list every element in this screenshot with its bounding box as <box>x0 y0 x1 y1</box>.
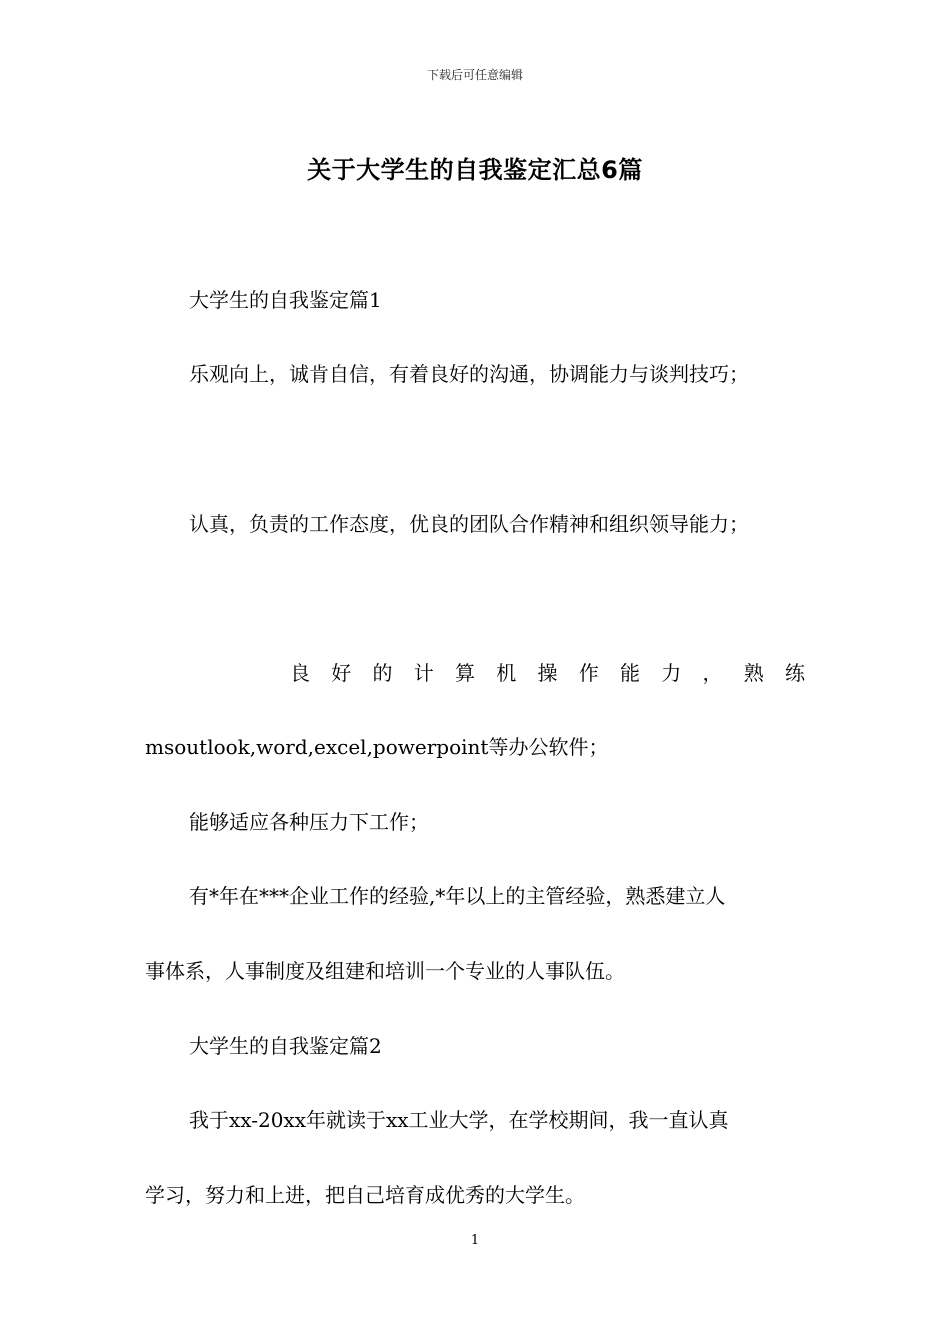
justified-char: 作 <box>578 661 599 685</box>
justified-char: 熟 <box>743 661 764 685</box>
paragraph-line: 事体系，人事制度及组建和培训一个专业的人事队伍。 <box>145 959 625 983</box>
paragraph-line: msoutlook,word,excel,powerpoint等办公软件； <box>145 735 609 759</box>
justified-char: 良 <box>290 661 310 685</box>
section-heading-1: 大学生的自我鉴定篇1 <box>189 288 382 312</box>
paragraph-line: 认真，负责的工作态度，优良的团队合作精神和组织领导能力； <box>189 512 749 536</box>
document-title: 关于大学生的自我鉴定汇总6篇 <box>307 156 643 184</box>
paragraph-line: 有*年在***企业工作的经验,*年以上的主管经验，熟悉建立人 <box>189 884 726 908</box>
paragraph-line: 乐观向上，诚肯自信，有着良好的沟通，协调能力与谈判技巧； <box>189 362 749 386</box>
paragraph-line: 我于xx-20xx年就读于xx工业大学，在学校期间，我一直认真 <box>189 1108 729 1132</box>
header-note: 下载后可任意编辑 <box>426 68 523 82</box>
page-number: 1 <box>470 1233 480 1248</box>
justified-char: 能 <box>620 661 640 685</box>
justified-char: ， <box>702 661 723 685</box>
justified-char: 的 <box>372 661 393 685</box>
justified-paragraph-line <box>290 659 805 687</box>
section-heading-2: 大学生的自我鉴定篇2 <box>189 1034 382 1058</box>
paragraph-line: 能够适应各种压力下工作； <box>189 810 429 834</box>
justified-char: 练 <box>785 661 805 685</box>
justified-char: 机 <box>496 661 517 685</box>
justified-char: 好 <box>331 661 352 685</box>
paragraph-line: 学习，努力和上进，把自己培育成优秀的大学生。 <box>145 1183 585 1207</box>
justified-char: 计 <box>413 661 434 685</box>
justified-char: 操 <box>537 661 558 685</box>
justified-char: 算 <box>455 661 475 685</box>
justified-char: 力 <box>661 661 682 685</box>
